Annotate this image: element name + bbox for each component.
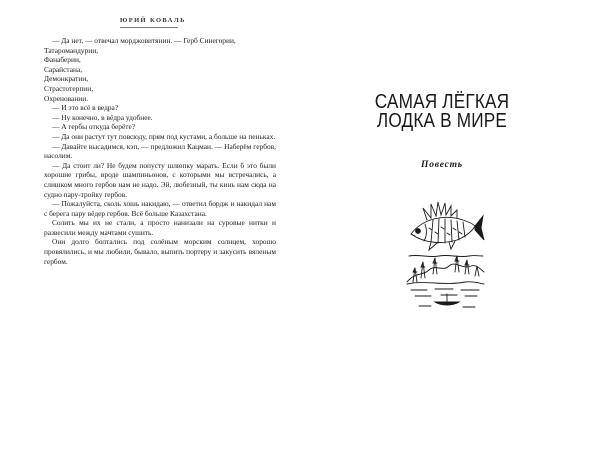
running-head: ЮРИЙ КОВАЛЬ: [120, 17, 186, 24]
paragraph: — Да стоит ли? Не будем попусту шлюпку марать. Если б это были хорошие грибы, вроде шампиньонов, с которыми мы встречались, а слишком много гербов нам не надо. Эй, любезный, ты кинь нам сюда на судно пару-тройку гербов.: [44, 160, 276, 199]
paragraph: Страстотерпии,: [44, 83, 94, 93]
paragraph: — Ну конечно, в вёдра удобнее.: [52, 112, 153, 122]
subtitle: Повесть: [421, 160, 463, 170]
paragraph: Татаромандурии,: [44, 45, 99, 55]
paragraph: — Пожалуйста, сколь хошь накидаю, — ответил бордж и накидал нам с берега пару вёдер гербов. Всё больше Казахстана.: [44, 199, 276, 218]
paragraph: Сарайстана,: [44, 64, 83, 74]
paragraph: Охреновании.: [44, 93, 89, 103]
paragraph: Солить мы их не стали, а просто нанизали на суровые нитки и развесили между мачтами сушить.: [44, 218, 276, 237]
right-page: [300, 0, 600, 450]
title-line: ЛОДКА В МИРЕ: [376, 110, 508, 132]
book-title: [365, 93, 520, 131]
title-line: САМАЯ ЛЁГКАЯ: [374, 91, 510, 113]
paragraph: — И это всё в ведра?: [52, 103, 119, 113]
paragraph: Демонкратии,: [44, 74, 89, 84]
paragraph: — Да нет, — отвечал морджовитянин. — Герб Синегории,: [52, 36, 236, 45]
body-text: [44, 36, 276, 266]
paragraph: — Давайте высадимся, кэп, — предложил Кацман. — Наберём гербов, насолим.: [44, 141, 276, 161]
fish-landscape-illustration-icon: [405, 186, 485, 314]
running-head-rule: [120, 27, 178, 28]
paragraph: Они долго болтались под солёным морским солнцем, хорошо провялились, и мы любили, бывало, выпить портеру и закусить вяленым гербом.: [44, 237, 276, 266]
paragraph: — Да они растут тут повсюду, прям под кустами, а больше на пеньках.: [52, 131, 276, 141]
paragraph: — А гербы откуда берёте?: [52, 122, 136, 132]
paragraph: Фанаберии,: [44, 55, 81, 65]
